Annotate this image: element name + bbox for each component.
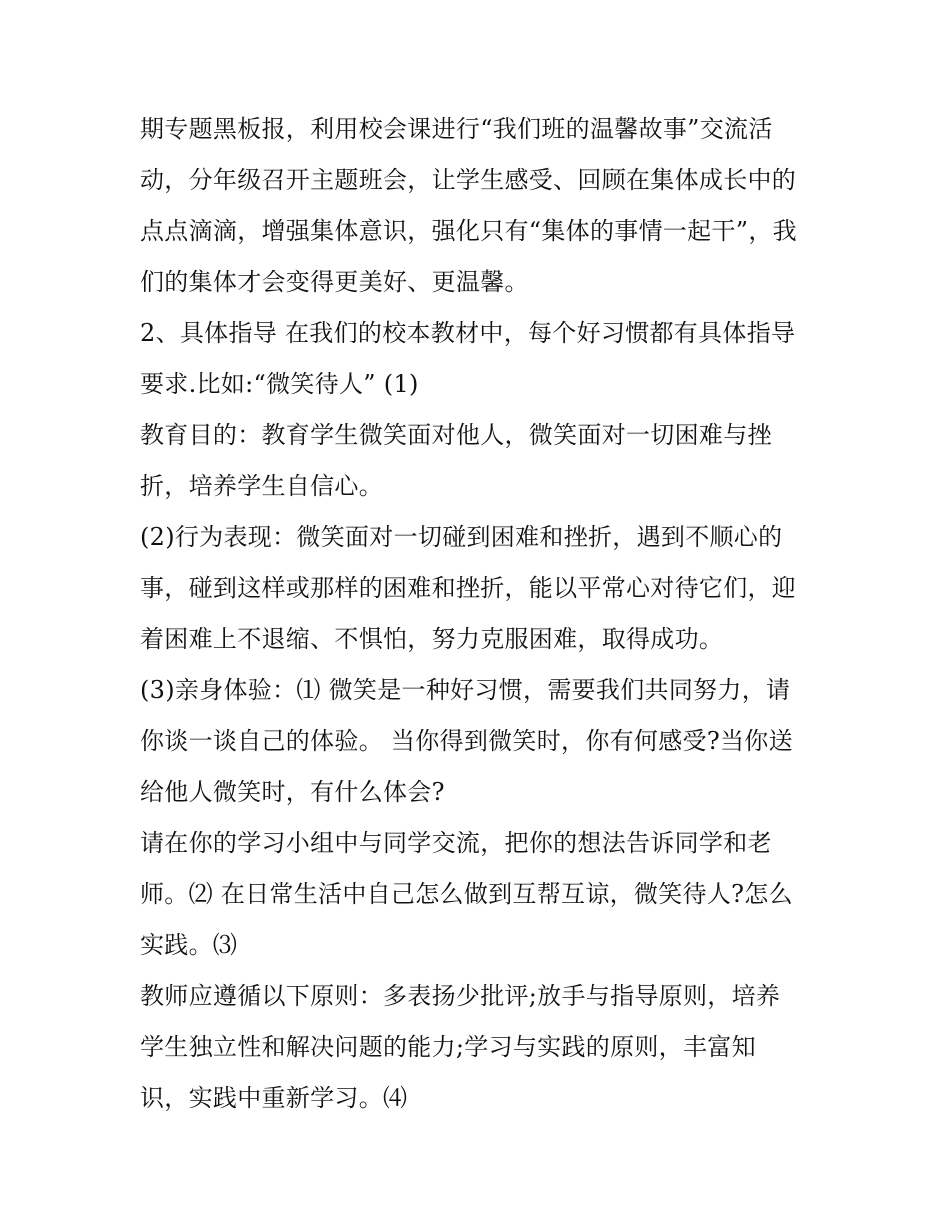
text-line: 教育目的：教育学生微笑面对他人，微笑面对一切困难与挫	[140, 421, 772, 449]
text-line: 们的集体才会变得更美好、更温馨。	[140, 268, 529, 296]
text-line: 请在你的学习小组中与同学交流，把你的想法告诉同学和老	[140, 829, 772, 857]
text-line: 师。⑵ 在日常生活中自己怎么做到互帮互谅，微笑待人?怎么	[140, 880, 793, 908]
text-line: 期专题黑板报，利用校会课进行“我们班的温馨故事”交流活	[140, 115, 773, 143]
text-line: 识，实践中重新学习。⑷	[140, 1084, 408, 1112]
text-line: 给他人微笑时，有什么体会?	[140, 778, 445, 806]
text-line: 教师应遵循以下原则：多表扬少批评;放手与指导原则，培养	[140, 982, 781, 1010]
text-line: 折，培养学生自信心。	[140, 472, 383, 500]
text-line: 2、具体指导 在我们的校本教材中，每个好习惯都有具体指导	[140, 319, 796, 347]
text-line: 着困难上不退缩、不惧怕，努力克服困难，取得成功。	[140, 625, 724, 653]
text-line: (3)亲身体验：⑴ 微笑是一种好习惯，需要我们共同努力，请	[140, 676, 791, 704]
text-line: 事，碰到这样或那样的困难和挫折，能以平常心对待它们，迎	[140, 574, 797, 602]
text-line: 你谈一谈自己的体验。 当你得到微笑时，你有何感受?当你送	[140, 727, 793, 755]
text-line: 要求.比如:“微笑待人” (1)	[140, 370, 419, 398]
text-line: 动，分年级召开主题班会，让学生感受、回顾在集体成长中的	[140, 166, 797, 194]
text-line: (2)行为表现：微笑面对一切碰到困难和挫折，遇到不顺心的	[140, 523, 783, 551]
text-line: 点点滴滴，增强集体意识，强化只有“集体的事情一起干”，我	[140, 217, 797, 245]
text-line: 学生独立性和解决问题的能力;学习与实践的原则，丰富知	[140, 1033, 756, 1061]
document-body	[140, 104, 820, 1124]
text-line: 实践。⑶	[140, 931, 238, 959]
